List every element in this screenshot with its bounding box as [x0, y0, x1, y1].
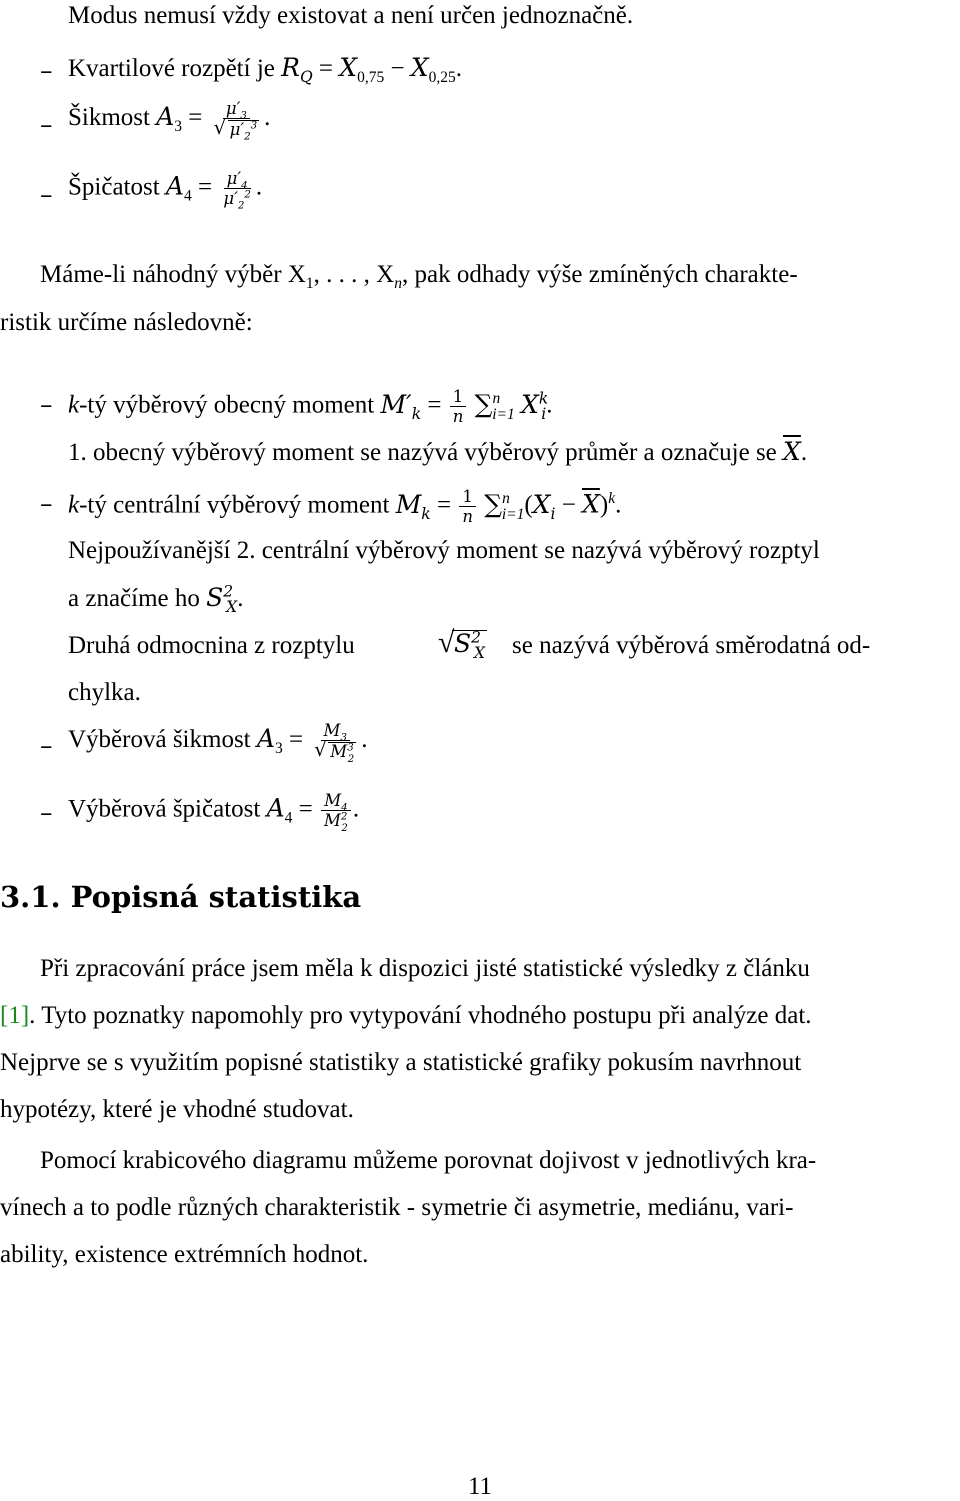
mame-text-2: ristik určíme následovně:	[0, 309, 253, 336]
druha-sqrt: √ $S^2_X$	[438, 630, 487, 657]
section-heading: 3.1. Popisná statistika	[0, 880, 362, 914]
nejpouz-line-2: a značíme ho $S^2_X$.	[68, 582, 244, 616]
page-number: 11	[467, 1473, 493, 1500]
list-dash: –	[40, 390, 53, 419]
modus-line	[68, 3, 633, 28]
vyb-sikmost-line: Výběrová šikmost $A_3$ = $M_3$ √ $M^3_2$ .	[68, 722, 367, 761]
paragraph-2	[0, 1137, 960, 1278]
para2-line-2: vínech a to podle různých charakteristik - symetrie či asymetrie, mediánu, vari-	[0, 1194, 794, 1221]
mame-text-1: Máme-li náhodný výběr X	[40, 261, 306, 288]
sikmost-line: Šikmost $A_3$ = $\mu'_3$ √ $\mu'_2^3$ .	[68, 100, 270, 139]
mame-text-1c: , pak odhady výše zmíněných charakte-	[401, 261, 798, 288]
spicatost-line: Špičatost $A_4$ = $\frac{\mu'_4}{\mu'_2^2}$ .	[68, 169, 263, 212]
vyb-spicatost-text: Výběrová špičatost	[68, 795, 267, 823]
para1-line-4: hypotézy, které je vhodné studovat.	[0, 1096, 354, 1123]
para2-line-3: ability, existence extrémních hodnot.	[0, 1241, 369, 1268]
spicatost-fraction: $\frac{\mu'_4}{\mu'_2^2}$	[223, 169, 251, 212]
para1-line-1: Při zpracování práce jsem měla k dispozici jisté statistické výsledky z článku	[40, 955, 810, 982]
sikmost-fraction: $\mu'_3$ √ $\mu'_2^3$	[211, 100, 263, 139]
list-dash: –	[40, 489, 53, 518]
list-dash: –	[40, 110, 53, 139]
vyb-spicatost-line: Výběrová špičatost $A_4$ = $\frac{M_4}{M^2_2}$ .	[68, 791, 360, 834]
prumer-text: 1. obecný výběrový moment se nazývá výběrový průměr a označuje se	[68, 439, 784, 466]
centralni-moment-text: -tý centrální výběrový moment	[79, 491, 396, 519]
modus-text: Modus nemusí vždy existovat a není určen jednoznačně.	[68, 2, 634, 29]
para1-line-2-text: . Tyto poznatky napomohly pro vytypování vhodného postupu při analýze dat.	[29, 1002, 812, 1029]
paragraph-1	[0, 945, 960, 1133]
para1-line-3: Nejprve se s využitím popisné statistiky a statistické grafiky pokusím navrhnout	[0, 1049, 802, 1076]
nejpouz-text-2: a značíme ho	[68, 585, 207, 612]
mame-line-2	[0, 310, 253, 335]
druha-text-1a: Druhá odmocnina z rozptylu	[68, 632, 355, 659]
centralni-moment-line: k-tý centrální výběrový moment $M_k$ = $\frac{1}{n}$ $\sum^n_{i=1}(X_i - \overline{X})^k$.	[68, 487, 622, 527]
citation-link[interactable]: [1]	[0, 1002, 30, 1029]
obecny-moment-line: k-tý výběrový obecný moment $M'_k$ = $\frac{1}{n}$ ∑$^n_{i=1}$ $X^k_i$.	[68, 387, 553, 427]
mame-text-1b: , . . . , X	[313, 261, 395, 288]
list-dash: –	[40, 798, 53, 827]
druha-text-1b: se nazývá výběrová směrodatná od-	[512, 632, 871, 659]
spicatost-text: Špičatost	[68, 173, 166, 201]
druha-line-1b	[512, 633, 870, 658]
vyb-sikmost-text: Výběrová šikmost	[68, 726, 257, 754]
obecny-moment-text: -tý výběrový obecný moment	[79, 391, 381, 419]
nejpouz-text-1: Nejpoužívanější 2. centrální výběrový moment se nazývá výběrový rozptyl	[68, 537, 820, 564]
sikmost-text: Šikmost	[68, 104, 157, 132]
kvartil-text: Kvartilové rozpětí je	[68, 55, 282, 82]
druha-text-2: chylka.	[68, 679, 141, 706]
list-dash: –	[40, 180, 53, 209]
mame-line-1: Máme-li náhodný výběr $X_1$, . . . , $X_n$, pak odhady výše zmíněných charakte-	[40, 261, 798, 292]
druha-line-2	[68, 680, 141, 705]
list-dash: –	[40, 56, 53, 85]
list-dash: –	[40, 731, 53, 760]
prumer-line: 1. obecný výběrový moment se nazývá výběrový průměr a označuje se $\overline{X}$.	[68, 437, 808, 466]
kvartil-line: Kvartilové rozpětí je $R_Q = X_{0,75} - X_{0,25}$.	[68, 53, 463, 86]
druha-line-1	[68, 633, 355, 658]
nejpouz-line-1	[68, 538, 820, 563]
para1-line-2	[0, 992, 960, 1039]
para2-line-1: Pomocí krabicového diagramu můžeme porovnat dojivost v jednotlivých kra-	[40, 1147, 817, 1174]
